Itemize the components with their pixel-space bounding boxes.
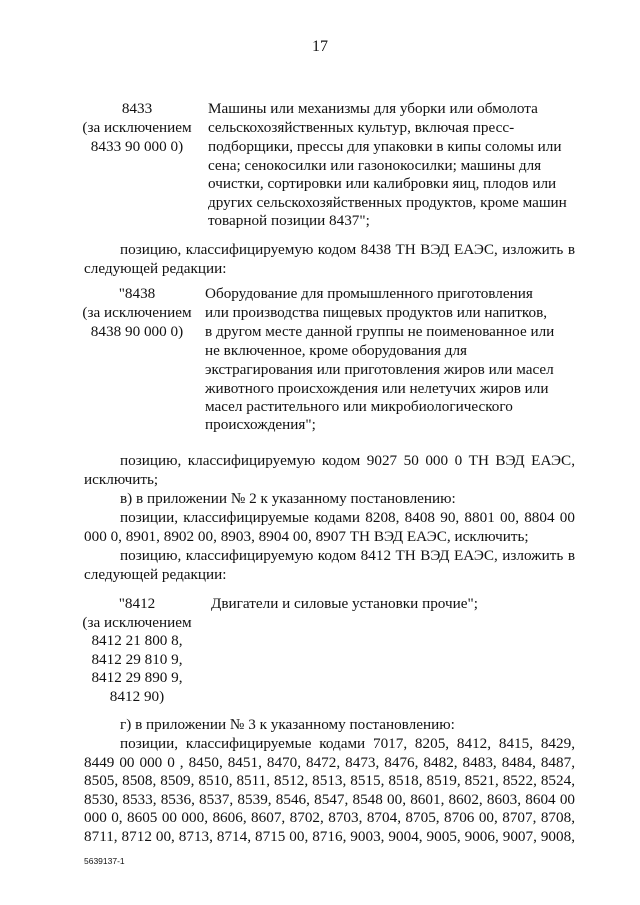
paragraph-line: 000 0, 8605 00 000, 8606, 8607, 8702, 8703, 8704, 8705, 8706 00, 8707, 8708,: [84, 809, 575, 826]
paragraph-line: позицию, классифицируемую кодом 8438 ТН ВЭД ЕАЭС, изложить в: [120, 241, 575, 258]
paragraph-appendix-2: в) в приложении № 2 к указанному постановлению:: [120, 490, 456, 507]
paragraph-line: следующей редакции:: [84, 260, 227, 277]
entry-code-note: (за исключением: [82, 304, 192, 321]
entry-description-line: или производства пищевых продуктов или напитков,: [205, 304, 548, 321]
entry-code-note: 8412 90): [109, 688, 165, 705]
entry-description-line: экстрагирования или приготовления жиров или масел: [205, 361, 554, 378]
entry-code-note: 8412 29 890 9,: [91, 669, 183, 686]
paragraph-line: 000 0, 8901, 8902 00, 8903, 8904 00, 8907 ТН ВЭД ЕАЭС, исключить;: [84, 528, 529, 545]
entry-description-line: происхождения";: [205, 416, 316, 433]
entry-description-line: Машины или механизмы для уборки или обмолота: [208, 100, 538, 117]
entry-description-line: сельскохозяйственных культур, включая пресс-: [208, 119, 515, 136]
paragraph-line: позицию, классифицируемую кодом 9027 50 000 0 ТН ВЭД ЕАЭС,: [120, 452, 575, 469]
paragraph-line: 8449 00 000 0 , 8450, 8451, 8470, 8472, 8473, 8476, 8482, 8483, 8484, 8487,: [84, 754, 575, 771]
entry-description-line: подборщики, прессы для упаковки в кипы соломы или: [208, 138, 562, 155]
paragraph-line: позицию, классифицируемую кодом 8412 ТН ВЭД ЕАЭС, изложить в: [120, 547, 575, 564]
entry-description-line: сена; сенокосилки или газонокосилки; машины для: [208, 157, 542, 174]
entry-description-line: Двигатели и силовые установки прочие";: [211, 595, 478, 612]
paragraph-line: позиции, классифицируемые кодами 8208, 8408 90, 8801 00, 8804 00: [120, 509, 575, 526]
entry-code: "8438: [118, 285, 156, 302]
entry-code-note: 8433 90 000 0): [90, 138, 184, 155]
paragraph-line: позиции, классифицируемые кодами 7017, 8205, 8412, 8415, 8429,: [120, 735, 575, 752]
entry-description-line: в другом месте данной группы не поименованное или: [205, 323, 555, 340]
entry-code: 8433: [121, 100, 153, 117]
entry-description-line: животного происхождения или нелетучих жиров или: [205, 380, 549, 397]
paragraph-line: исключить;: [84, 471, 159, 488]
page-number: 17: [312, 38, 328, 55]
document-id-footer: 5639137-1: [84, 856, 125, 866]
entry-code-note: (за исключением: [82, 119, 192, 136]
entry-description-line: Оборудование для промышленного приготовления: [205, 285, 533, 302]
entry-code-note: 8412 21 800 8,: [91, 632, 183, 649]
entry-description-line: очистки, сортировки или калибровки яиц, плодов или: [208, 175, 557, 192]
entry-description-line: других сельскохозяйственных продуктов, кроме машин: [208, 194, 567, 211]
entry-description-line: масел растительного или микробиологического: [205, 398, 513, 415]
entry-code: "8412: [118, 595, 156, 612]
paragraph-line: следующей редакции:: [84, 566, 227, 583]
entry-description-line: товарной позиции 8437";: [208, 212, 370, 229]
paragraph-line: 8530, 8533, 8536, 8537, 8539, 8546, 8547, 8548 00, 8601, 8602, 8603, 8604 00: [84, 791, 575, 808]
paragraph-appendix-3: г) в приложении № 3 к указанному постановлению:: [120, 716, 455, 733]
entry-code-note: 8412 29 810 9,: [91, 651, 183, 668]
entry-code-note: (за исключением: [82, 614, 192, 631]
paragraph-line: 8505, 8508, 8509, 8510, 8511, 8512, 8513, 8515, 8518, 8519, 8521, 8522, 8524,: [84, 772, 575, 789]
entry-description-line: не включенное, кроме оборудования для: [205, 342, 468, 359]
paragraph-line: 8711, 8712 00, 8713, 8714, 8715 00, 8716, 9003, 9004, 9005, 9006, 9007, 9008,: [84, 828, 575, 845]
entry-code-note: 8438 90 000 0): [90, 323, 184, 340]
